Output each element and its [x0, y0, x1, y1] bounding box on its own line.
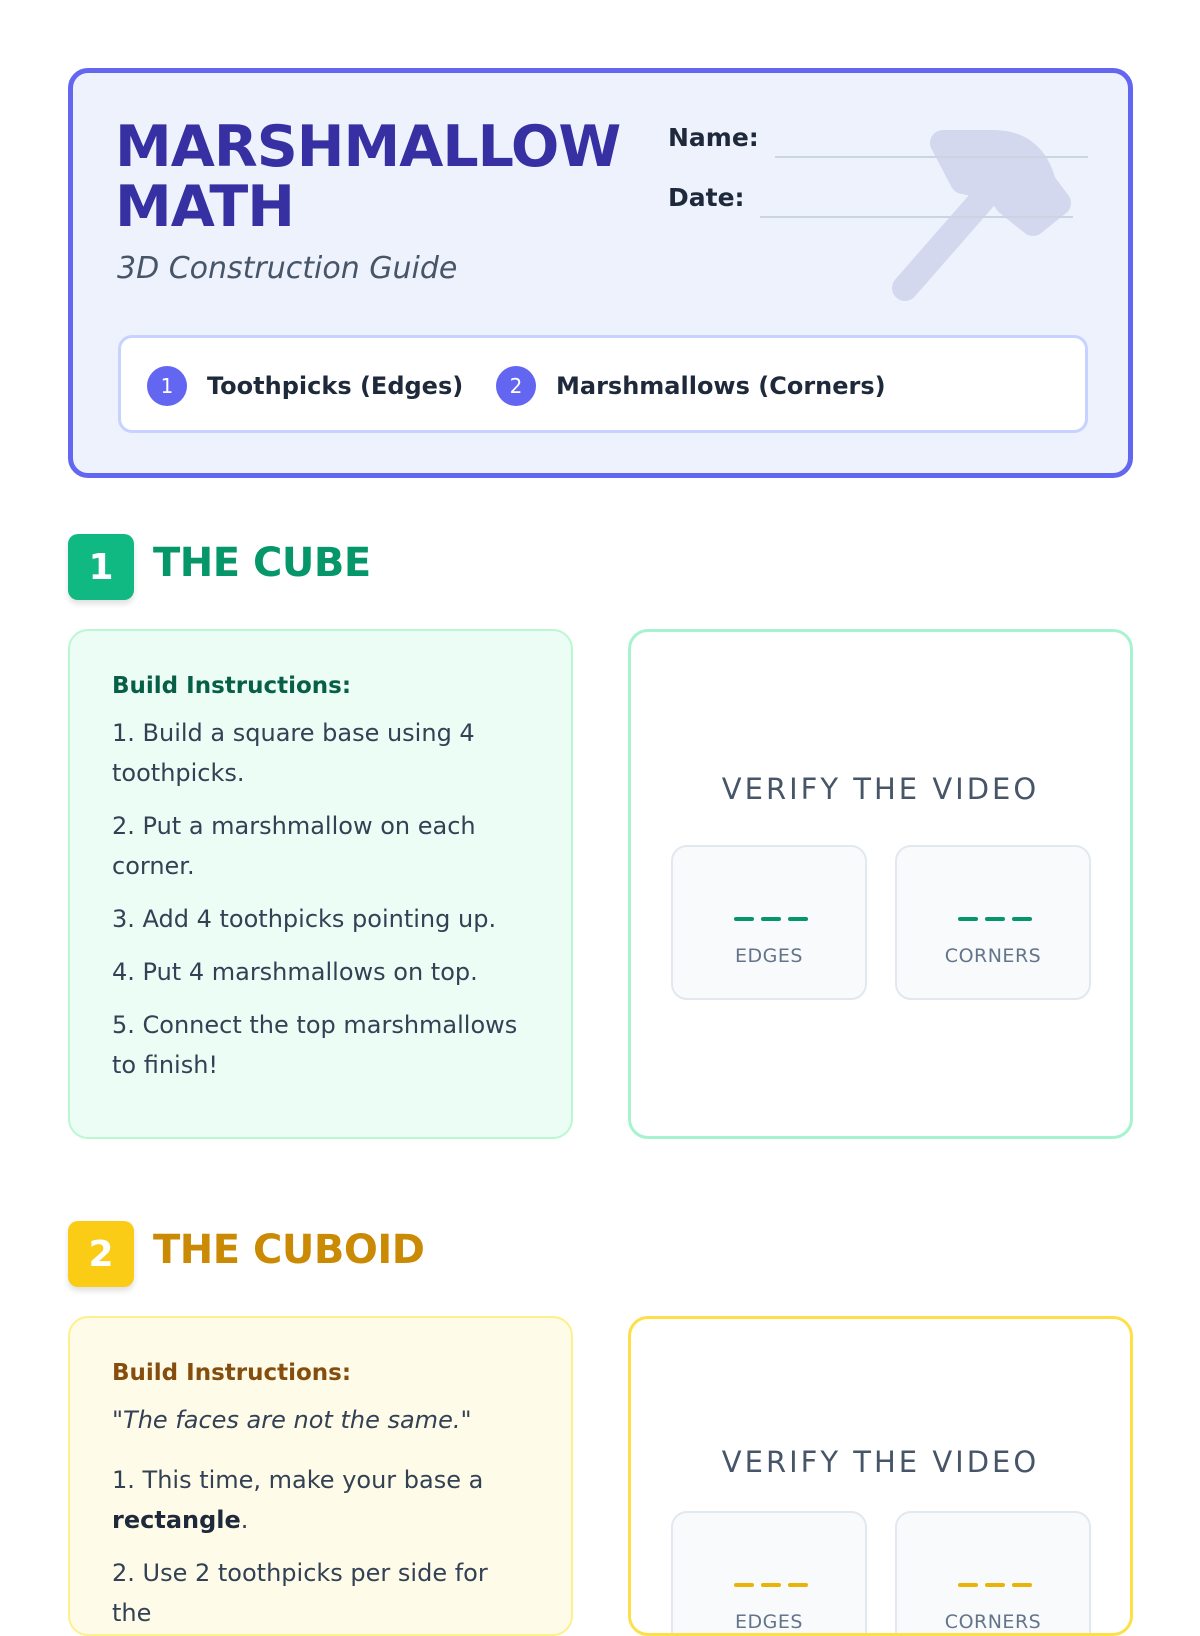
verify-title: VERIFY THE VIDEO [721, 772, 1040, 806]
instructions-heading: Build Instructions: [112, 1360, 352, 1386]
instructions-heading: Build Instructions: [112, 673, 352, 699]
verify-title: VERIFY THE VIDEO [721, 1445, 1040, 1479]
instructions-card [68, 1316, 573, 1636]
legend-label: Toothpicks (Edges) [207, 372, 464, 400]
date-field[interactable] [760, 216, 1073, 218]
edges-stat[interactable] [671, 845, 867, 1000]
page-subtitle: 3D Construction Guide [117, 251, 458, 286]
legend-item-toothpicks [147, 366, 463, 406]
verify-card [628, 1316, 1133, 1636]
legend [118, 335, 1088, 433]
header-card [68, 68, 1133, 478]
date-label: Date: [668, 183, 745, 212]
legend-item-marshmallows [496, 366, 886, 406]
edges-answer-blank [734, 1583, 808, 1587]
instruction-step: 1. This time, make your base a rectangle. [112, 1466, 484, 1534]
page-title [115, 114, 621, 240]
edges-label: EDGES [735, 945, 803, 967]
section-title: THE CUBE [153, 540, 371, 586]
instruction-step: 1. Build a square base using 4 toothpicks. [112, 719, 475, 787]
corners-label: CORNERS [944, 1611, 1042, 1633]
edges-label: EDGES [735, 1611, 803, 1633]
corners-stat[interactable] [895, 845, 1091, 1000]
edges-answer-blank [734, 917, 808, 921]
instruction-step: 5. Connect the top marshmallows to finish! [112, 1011, 518, 1079]
corners-label: CORNERS [944, 945, 1042, 967]
instructions-card [68, 629, 573, 1139]
legend-number: 1 [147, 366, 187, 406]
section-number-badge: 2 [68, 1221, 134, 1287]
instruction-step: 2. Put a marshmallow on each corner. [112, 812, 476, 880]
section-title: THE CUBOID [153, 1227, 425, 1273]
corners-answer-blank [958, 1583, 1032, 1587]
corners-stat[interactable] [895, 1511, 1091, 1636]
title-line-1: MARSHMALLOW [115, 114, 621, 180]
hammer-icon [883, 113, 1073, 313]
section-number-badge: 1 [68, 534, 134, 600]
instruction-quote: "The faces are not the same." [112, 1406, 472, 1434]
legend-number: 2 [496, 366, 536, 406]
name-field[interactable] [775, 156, 1088, 158]
verify-card [628, 629, 1133, 1139]
instruction-step: 2. Use 2 toothpicks per side for the [112, 1559, 488, 1627]
instruction-step: 3. Add 4 toothpicks pointing up. [112, 905, 497, 933]
edges-stat[interactable] [671, 1511, 867, 1636]
name-label: Name: [668, 123, 759, 152]
title-line-2: MATH [115, 174, 294, 240]
legend-label: Marshmallows (Corners) [556, 372, 886, 400]
instruction-step: 4. Put 4 marshmallows on top. [112, 958, 478, 986]
corners-answer-blank [958, 917, 1032, 921]
